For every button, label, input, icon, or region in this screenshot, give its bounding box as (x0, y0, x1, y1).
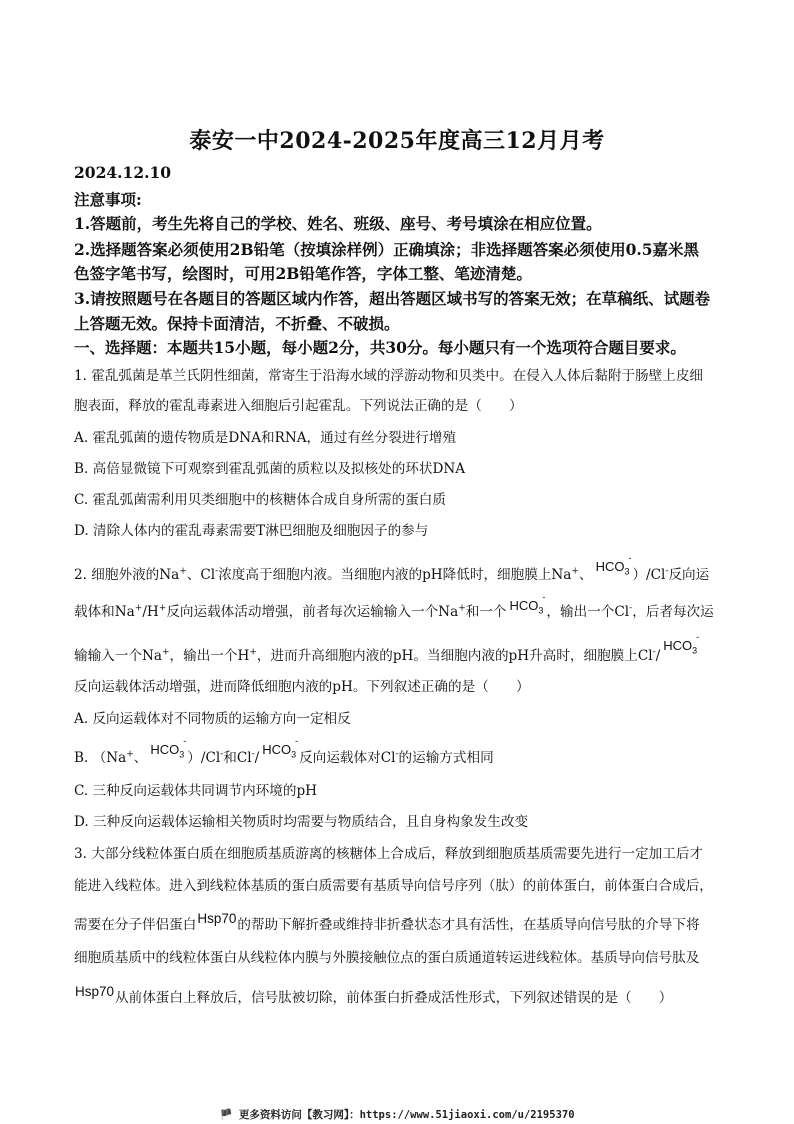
notice-line-4: 3.请按照题号在各题目的答题区域内作答，超出答题区域书写的答案无效；在草稿纸、试题卷 (74, 289, 711, 308)
notice-line-1: 1.答题前，考生先将自己的学校、姓名、班级、座号、考号填涂在相应位置。 (74, 214, 602, 233)
q1-option-a: A. 霍乱弧菌的遗传物质是DNA和RNA，通过有丝分裂进行增殖 (74, 430, 457, 446)
q3-stem-line-5: Hsp70从前体蛋白上释放后，信号肽被切除，前体蛋白折叠成活性形式，下列叙述错误的是（ ） (75, 984, 673, 1006)
exam-date: 2024.12.10 (74, 163, 172, 182)
bicarbonate-formula: $HCO_3$ - (663, 632, 700, 656)
q2-option-a: A. 反向运载体对不同物质的运输方向一定相反 (74, 711, 351, 727)
notice-line-3: 色签字笔书写，绘图时，可用2B铅笔作答，字体工整、笔迹清楚。 (74, 264, 532, 283)
exam-title: 泰安一中2024-2025年度高三12月月考 (189, 128, 605, 154)
section-heading: 一、选择题：本题共15小题，每小题2分，共30分。每小题只有一个选项符合题目要求。 (74, 338, 686, 357)
hsp70-label: Hsp70 (197, 911, 237, 926)
q2-stem-line-4: 反向运载体活动增强，进而降低细胞内液的pH。下列叙述正确的是（ ） (74, 679, 530, 695)
q3-stem-line-2: 能进入线粒体。进入到线粒体基质的蛋白质需要有基质导向信号序列（肽）的前体蛋白，前体蛋白合成后， (74, 878, 713, 894)
q1-option-c: C. 霍乱弧菌需利用贝类细胞中的核糖体合成自身所需的蛋白质 (74, 492, 446, 508)
notice-line-2: 2.选择题答案必须使用2B铅笔（按填涂样例）正确填涂；非选择题答案必须使用0.5嘉米黑 (74, 240, 700, 259)
q2-option-b: B. （Na+、$HCO_3$ - ）/Cl-和$Cl^-/HCO_3$ - 反向运载体对Cl-的运输方式相同 (74, 736, 494, 766)
footer-link[interactable]: 🏴 更多资料访问【教习网】：https://www.51jiaoxi.com/u/2195370 (219, 1109, 575, 1121)
q3-stem-line-3: 需要在分子伴侣蛋白Hsp70的帮助下解折叠或维持非折叠状态才具有活性，在基质导向信号肽的介导下将 (74, 911, 700, 933)
q1-stem-line-2: 胞表面，释放的霍乱毒素进入细胞后引起霍乱。下列说法正确的是（ ） (74, 398, 523, 414)
q2-stem-line-1: 2. 细胞外液的Na+、Cl-浓度高于细胞内液。当细胞内液的pH降低时，细胞膜上Na+、$HCO_3$ - ）/Cl-反向运 (74, 553, 710, 583)
bicarbonate-formula: $HCO_3$ - (150, 736, 187, 760)
hsp70-label: Hsp70 (75, 984, 115, 999)
bicarbonate-formula: $HCO_3$ - (595, 553, 632, 577)
q3-stem-line-4: 细胞质基质中的线粒体蛋白从线粒体内膜与外膜接触位点的蛋白质通道转运进线粒体。基质导向信号肽及 (74, 950, 700, 966)
q2-option-d: D. 三种反向运载体运输相关物质时均需要与物质结合，且自身构象发生改变 (74, 814, 529, 830)
q1-option-b: B. 高倍显微镜下可观察到霍乱弧菌的质粒以及拟核处的环状DNA (74, 461, 466, 477)
q3-stem-line-1: 3. 大部分线粒体蛋白质在细胞质基质游离的核糖体上合成后，释放到细胞质基质需要先进行一定加工后才 (74, 846, 704, 862)
q2-stem-line-3: 输输入一个Na+，输出一个H+，进而升高细胞内液的pH。当细胞内液的pH升高时，细胞膜上$Cl^-/HCO_3$ - (74, 632, 700, 664)
bicarbonate-formula: $HCO_3$ - (509, 592, 546, 616)
notice-heading: 注意事项: (74, 190, 142, 209)
bicarbonate-formula: $HCO_3$ - (262, 736, 299, 760)
q2-option-c: C. 三种反向运载体共同调节内环境的pH (74, 783, 318, 799)
q2-stem-line-2: 载体和Na+/H+反向运载体活动增强，前者每次运输输入一个Na+和一个 $HCO_3$ - ，输出一个Cl-，后者每次运 (74, 592, 714, 620)
q1-option-d: D. 清除人体内的霍乱毒素需要T淋巴细胞及细胞因子的参与 (74, 523, 429, 539)
q1-stem-line-1: 1. 霍乱弧菌是革兰氏阴性细菌，常寄生于沿海水域的浮游动物和贝类中。在侵入人体后黏附于肠壁上皮细 (74, 368, 704, 384)
notice-line-5: 上答题无效。保持卡面清洁，不折叠、不破损。 (74, 314, 400, 333)
